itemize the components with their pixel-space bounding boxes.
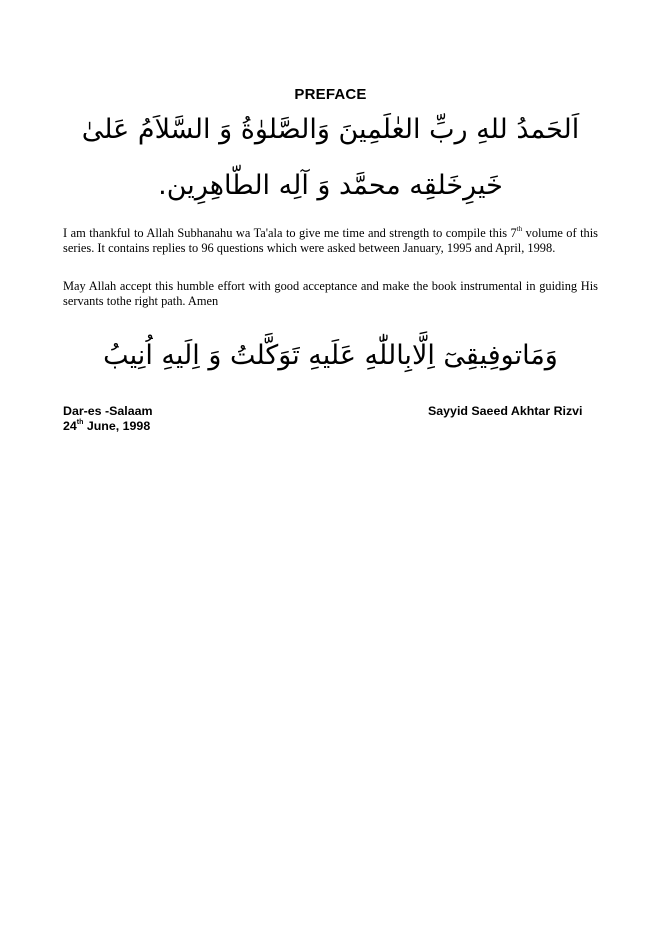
preface-paragraph-2: May Allah accept this humble effort with good acceptance and make the book instrumental in guiding His servants tothe right path. Amen [63,279,598,308]
arabic-closing-verse: وَمَاتوفِيقِىٓ اِلَّابِاللّٰهِ عَلَيهِ تَوَكَّلتُ وَ اِلَيهِ اُنِيبُ [103,340,558,371]
date-ordinal-suffix: th [76,418,84,426]
preface-paragraph-1 [63,226,598,256]
signature-place: Dar-es -Salaam [63,404,153,418]
arabic-invocation-line-1: اَلحَمدُ للهِ ربِّ العٰلَمِينَ وَالصَّلوٰةُ وَ السَّلاَمُ عَلىٰ [81,114,580,145]
paragraph-1-text-end: volume of this series. It contains replies to 96 questions which were asked between January, 1995 and April, 1998. [63,226,598,255]
date-rest: June, 1998 [83,419,151,433]
date-day: 24 [63,419,77,433]
arabic-invocation-line-2: خَيرِخَلقِه محمَّد وَ آلِه الطّاهِرِين. [158,170,503,201]
ordinal-suffix: th [516,224,523,233]
page-title: PREFACE [294,86,367,103]
paragraph-1-text-start: I am thankful to Allah Subhanahu wa Ta'ala to give me time and strength to compile this 7 [63,226,517,240]
signature-author: Sayyid Saeed Akhtar Rizvi [428,404,583,418]
signature-date [63,419,153,434]
signature-place-date [63,404,153,434]
